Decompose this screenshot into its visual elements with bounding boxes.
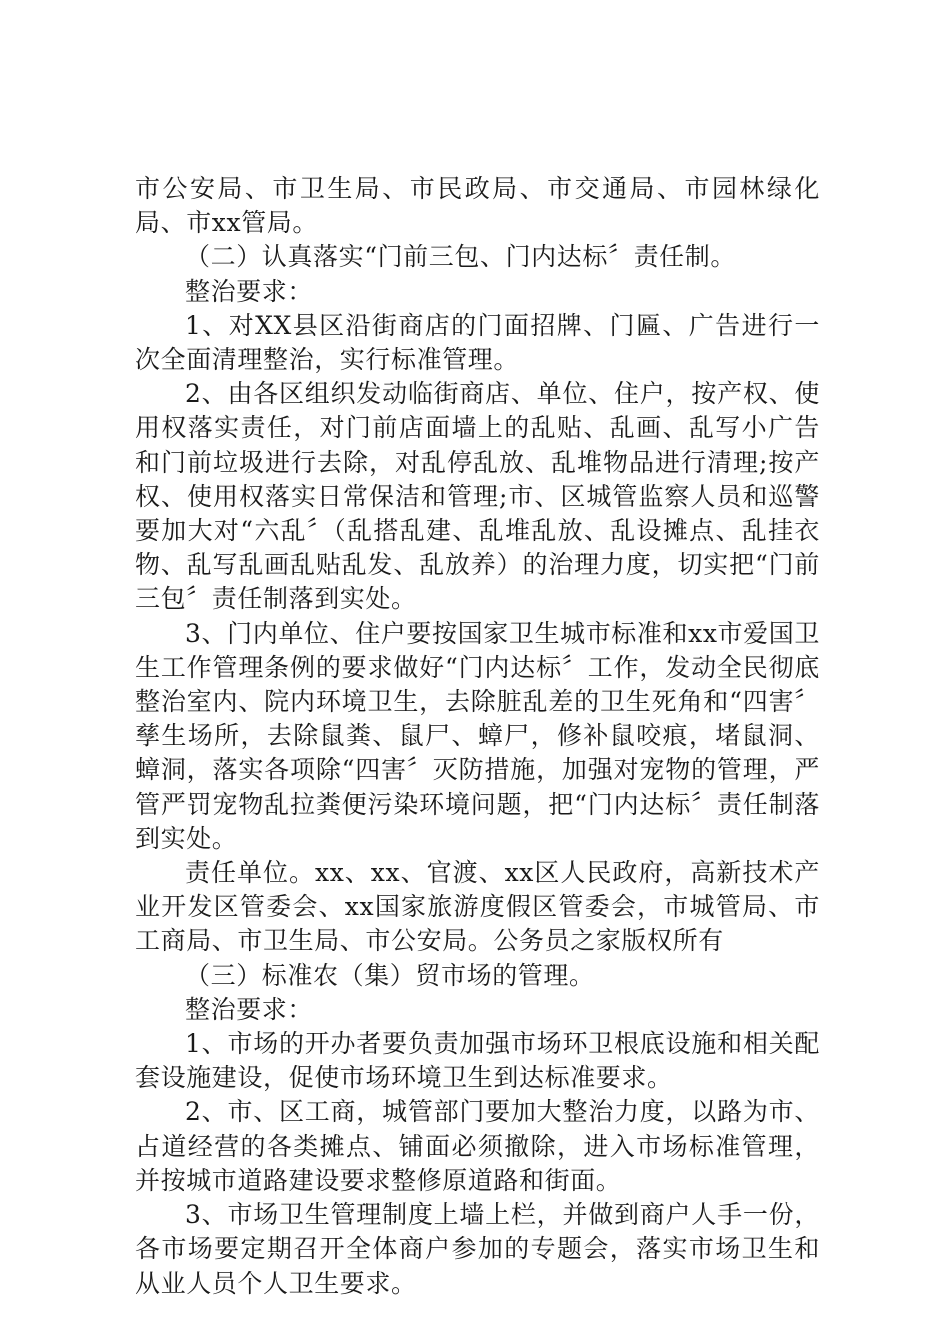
paragraph-item-1: 1、市场的开办者要负责加强市场环卫根底设施和相关配套设施建设，促使市场环境卫生到达标准要求。 [135, 1029, 820, 1093]
paragraph-responsible-units-continued: 市公安局、市卫生局、市民政局、市交通局、市园林绿化局、市xx管局。 [135, 174, 820, 238]
paragraph-item-2: 2、由各区组织发动临街商店、单位、住户，按产权、使用权落实责任，对门前店面墙上的乱贴、乱画、乱写小广告和门前垃圾进行去除，对乱停乱放、乱堆物品进行清理;按产权、使用权落实日常保洁和管理;市、区城管监察人员和巡警要加大对“六乱〞（乱搭乱建、乱堆乱放、乱设摊点、乱挂衣物、乱写乱画乱贴乱发、乱放养）的治理力度，切实把“门前三包〞责任制落到实处。 [135, 379, 820, 614]
subheading-requirements: 整治要求： [185, 994, 314, 1024]
document-body [135, 172, 820, 1301]
paragraph-item-1: 1、对XX县区沿街商店的门面招牌、门匾、广告进行一次全面清理整治，实行标准管理。 [135, 310, 820, 375]
section-heading-two: （二）认真落实“门前三包、门内达标〞责任制。 [185, 242, 736, 272]
paragraph-item-3: 3、门内单位、住户要按国家卫生城市标准和xx市爱国卫生工作管理条例的要求做好“门内达标〞工作，发动全民彻底整治室内、院内环境卫生，去除脏乱差的卫生死角和“四害〞孳生场所，去除鼠粪、鼠尸、蟑尸，修补鼠咬痕，堵鼠洞、蟑洞，落实各项除“四害〞灭防措施，加强对宠物的管理，严管严罚宠物乱拉粪便污染环境问题，把“门内达标〞责任制落到实处。 [135, 618, 820, 853]
subheading-requirements: 整治要求： [185, 276, 314, 306]
paragraph-item-2: 2、市、区工商，城管部门要加大整治力度，以路为市、占道经营的各类摊点、铺面必须撤除，进入市场标准管理，并按城市道路建设要求整修原道路和街面。 [135, 1097, 820, 1195]
paragraph-responsible-units: 责任单位。xx、xx、官渡、xx区人民政府，高新技术产业开发区管委会、xx国家旅游度假区管委会，市城管局、市工商局、市卫生局、市公安局。公务员之家版权所有 [135, 858, 820, 956]
section-heading-three: （三）标准农（集）贸市场的管理。 [185, 960, 595, 990]
paragraph-item-3: 3、市场卫生管理制度上墙上栏，并做到商户人手一份，各市场要定期召开全体商户参加的专题会，落实市场卫生和从业人员个人卫生要求。 [135, 1200, 820, 1298]
